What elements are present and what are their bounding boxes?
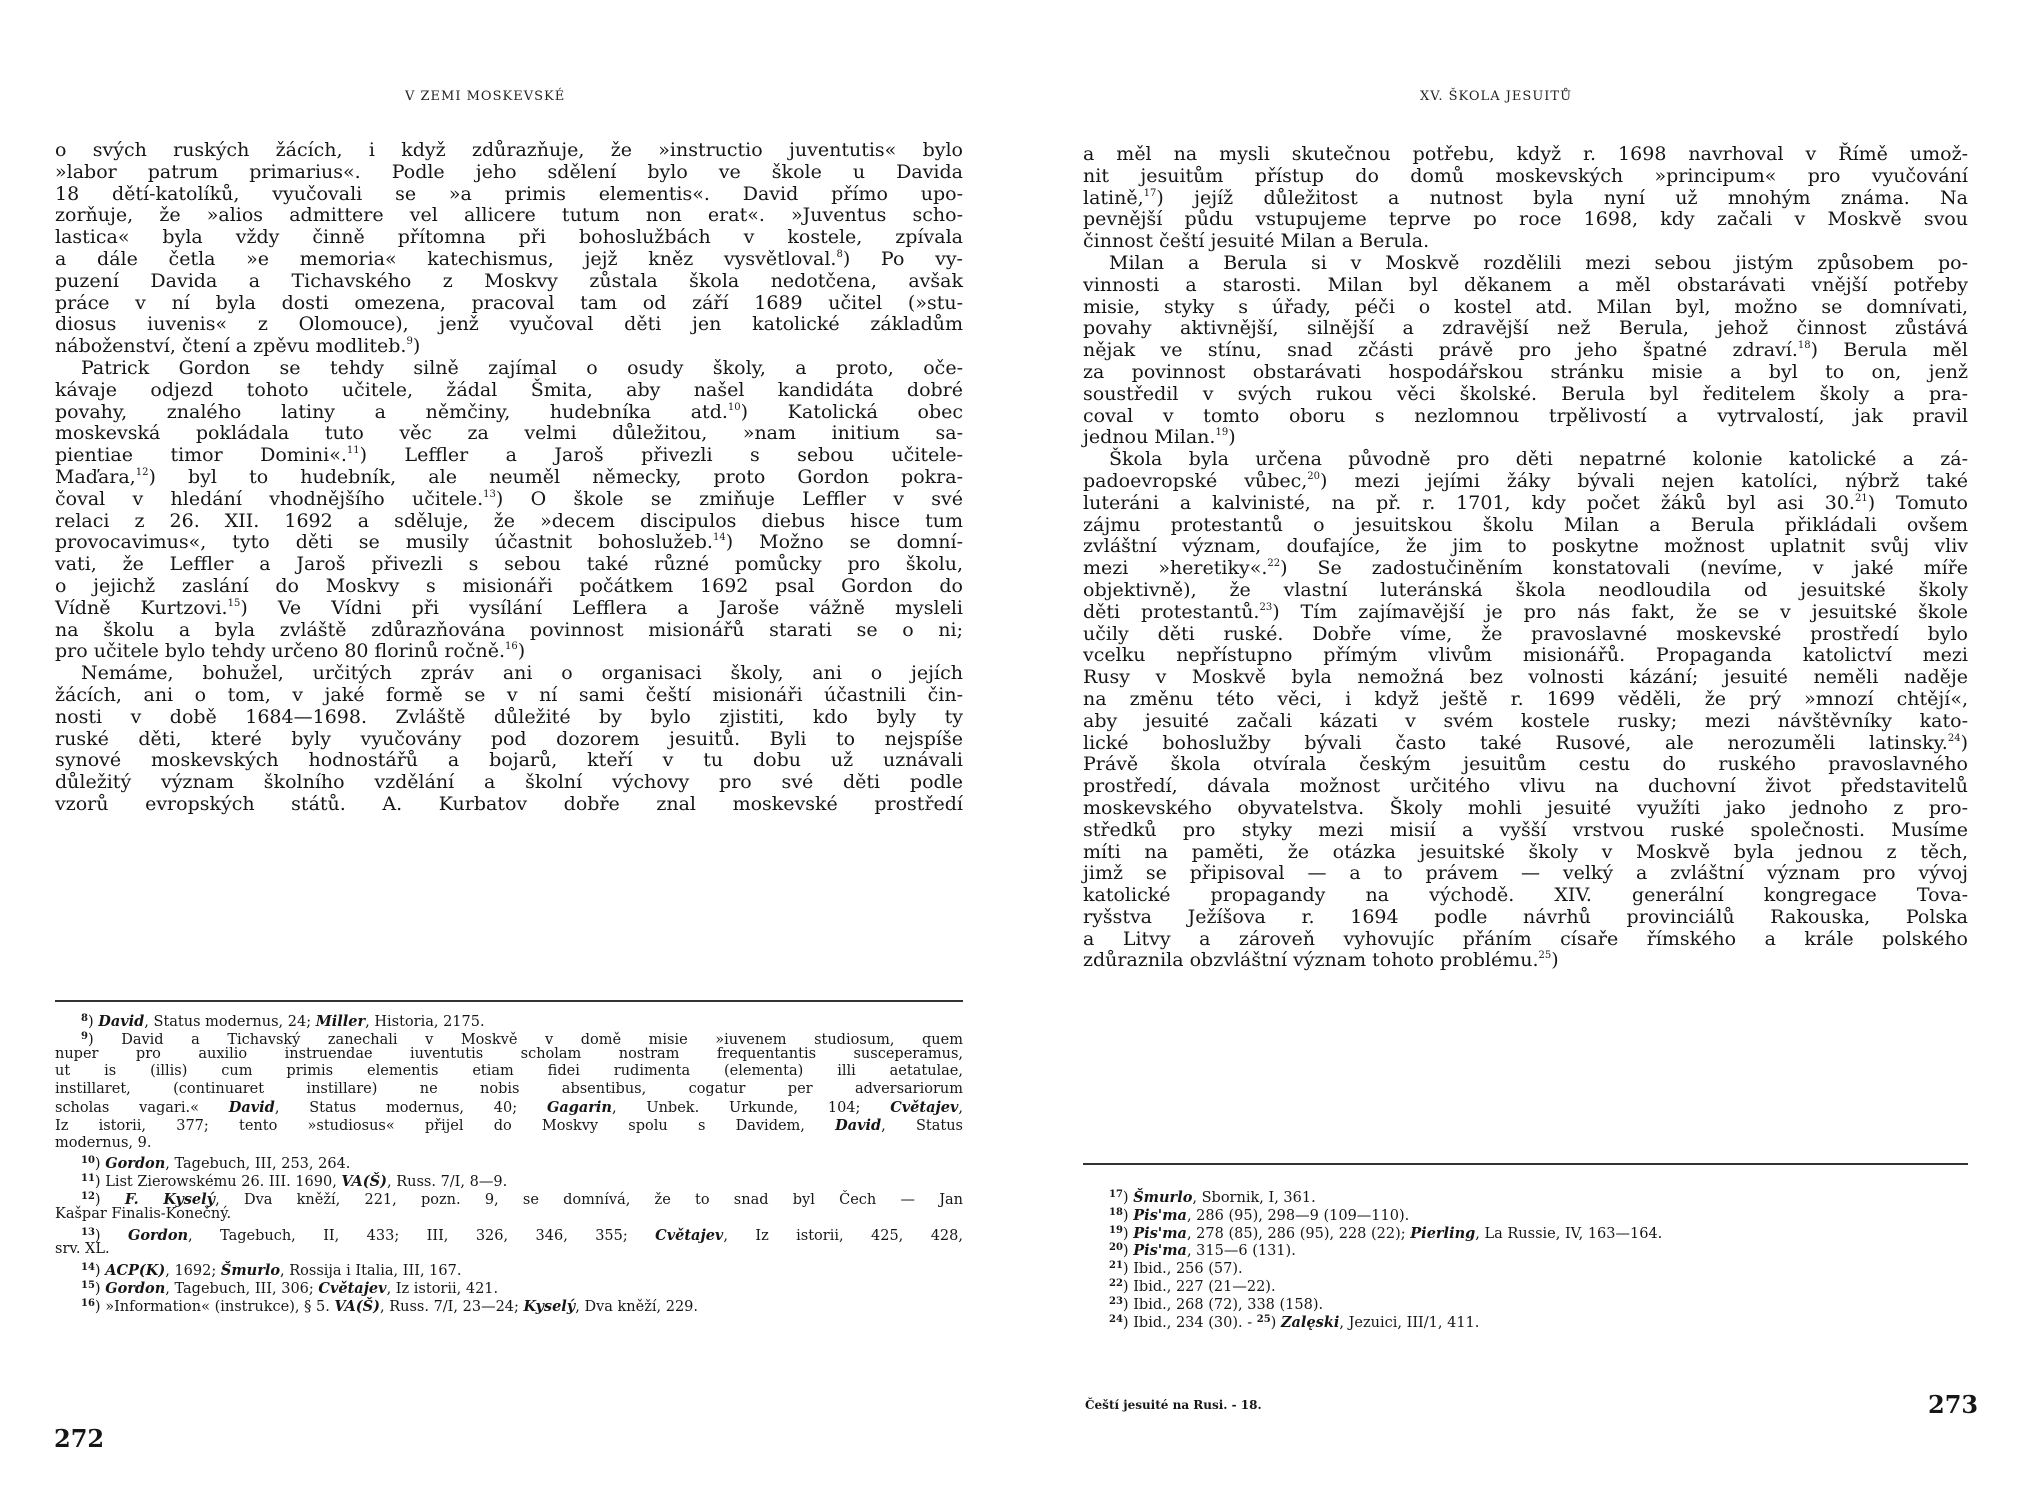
footnote-line: $^{15}$) Gordon, Tagebuch, III, 306; Cvětajev, Iz istorii, 421. <box>81 1279 499 1297</box>
text-line <box>1083 536 1968 558</box>
text-line <box>1083 580 1968 602</box>
footnote-line: $^{22}$) Ibid., 227 (21—22). <box>1109 1277 1276 1295</box>
citation-author: Kyselý <box>523 1297 576 1315</box>
text-line <box>55 162 963 184</box>
line-text: soustředil v svých rukou věci školské. Berula byl ředitelem školy a pra- <box>1083 382 1968 405</box>
footnote-number: 16 <box>81 1297 95 1309</box>
text-line <box>55 620 963 642</box>
footnote-number: 14 <box>81 1262 95 1274</box>
footnote-line: $^{18}$) Pis'ma, 286 (95), 298—9 (109—110). <box>1109 1206 1410 1224</box>
line-text: žácích, ani o tom, v jaké formě se v ní sami čeští misionáři účastnili čin- <box>55 683 963 706</box>
citation-author: Zalęski <box>1280 1313 1340 1331</box>
line-text: Patrick Gordon se tehdy silně zajímal o osudy školy, a proto, oče- <box>81 356 963 379</box>
line-text: o jejichž zaslání do Moskvy s misionáři počátkem 1692 psal Gordon do <box>55 574 963 597</box>
footnote-line: $^{24}$) Ibid., 234 (30). - $^{25}$) Zalęski, Jezuici, III/1, 411. <box>1109 1313 1480 1331</box>
text-line: padoevropské vůbec,$^{20}$) mezi jejími žáky bývali nejen katolíci, nýbrž také <box>1083 469 1968 492</box>
line-text: moskevská pokládala tuto věc za velmi důležitou, »nam initium sa- <box>55 422 963 445</box>
text-line <box>1083 645 1968 667</box>
footnote-ref[interactable]: 18 <box>1797 340 1811 352</box>
text-line <box>55 423 963 445</box>
text-line <box>55 314 963 336</box>
line-text: synové moskevských hodnostářů a bojarů, kteří v tu dobu už uznávali <box>55 749 963 772</box>
citation-author: Pis'ma <box>1133 1242 1187 1260</box>
line-text: pevnější půdu vstupujeme teprve po roce 1698, kdy začali v Moskvě svou <box>1083 208 1968 231</box>
text-line <box>55 140 963 162</box>
footnote-ref[interactable]: 21 <box>1854 492 1868 504</box>
text-line <box>55 707 963 729</box>
line-text: diosus iuvenis« z Olomouce), jenž vyučoval děti jen katolické základům <box>55 313 963 336</box>
line-text: a měl na mysli skutečnou potřebu, když r. 1698 navrhoval v Římě umož- <box>1083 143 1968 165</box>
footnote-line: $^{12}$) F. Kyselý, Dva kněží, 221, pozn. 9, se domnívá, že to snad byl Čech — Jan <box>81 1190 963 1208</box>
text-line <box>55 685 963 707</box>
footnote-number: 24 <box>1109 1313 1123 1325</box>
footnote-ref[interactable]: 8 <box>836 248 843 260</box>
line-text: lické bohoslužby bývali často také Rusové, ale nerozuměli latinsky. <box>1083 731 1948 754</box>
footnote-number: 18 <box>1109 1206 1123 1218</box>
line-text: Vídně Kurtzovi. <box>55 596 228 619</box>
footnote-number: 19 <box>1109 1224 1123 1236</box>
footnote-ref[interactable]: 14 <box>712 532 726 544</box>
footnote-number: 20 <box>1109 1242 1123 1254</box>
text-line <box>1083 144 1968 166</box>
text-line <box>1083 842 1968 864</box>
text-line <box>1083 929 1968 951</box>
text-line <box>1083 253 1968 275</box>
text-line <box>55 511 963 533</box>
text-line <box>55 750 963 772</box>
line-text: 18 dětí-katolíků, vyučovali se »a primis elementis«. David přímo upo- <box>55 182 963 205</box>
citation-author: Gordon <box>105 1155 166 1173</box>
text-line: luteráni a kalvinisté, na př. r. 1701, kdy počet žáků byl asi 30.21) Tomuto <box>1083 491 1968 514</box>
footnote-line: ut is (illis) cum primis elementis etiam fidei rudimenta (elementa) illi aetatulae, <box>55 1063 963 1080</box>
citation-author: Cvětajev <box>318 1279 387 1297</box>
text-line <box>1083 798 1968 820</box>
footnote-line: Kašpar Finalis-Konečný. <box>55 1205 232 1222</box>
text-line <box>1083 231 1968 253</box>
body-text <box>1083 144 1968 972</box>
citation-author: Šmurlo <box>1133 1189 1193 1206</box>
text-line <box>1083 362 1968 384</box>
footnote-number: 13 <box>81 1226 95 1238</box>
footnote-ref[interactable]: 10 <box>727 401 741 413</box>
text-line <box>55 380 963 402</box>
body-text <box>55 140 963 816</box>
line-text: provocavimus«, tyto děti se musily účastnit bohoslužeb. <box>55 531 713 554</box>
line-text: děti protestantů. <box>1083 600 1260 623</box>
line-text: a dále četla »e memoria« katechismus, jejž kněz vysvětloval. <box>55 247 837 270</box>
footnote-number: 11 <box>81 1173 95 1185</box>
footnote-ref[interactable]: 24 <box>1947 732 1961 744</box>
footnote-line: $^{16}$) »Information« (instrukce), § 5. VA(Š), Russ. 7/I, 23—24; Kyselý, Dva kněží, 229. <box>81 1297 699 1315</box>
citation-author: Cvětajev <box>655 1226 724 1244</box>
citation-author: ACP(K) <box>105 1262 166 1280</box>
line-text: Právě škola otvírala českým jesuitům cestu do ruského pravoslavného <box>1083 753 1968 776</box>
text-line <box>55 184 963 206</box>
line-text: ryšstva Ježíšova r. 1694 podle návrhů provinciálů Rakouska, Polska <box>1083 905 1968 928</box>
citation-author: VA(Š) <box>334 1297 380 1315</box>
line-text: relaci z 26. XII. 1692 a sděluje, že »decem discipulos diebus hisce tum <box>55 509 963 532</box>
line-text: zájmu protestantů o jesuitskou školu Milan a Berula přikládali ovšem <box>1083 513 1968 536</box>
text-line <box>1083 209 1968 231</box>
text-line <box>1083 754 1968 776</box>
text-line <box>1083 711 1968 733</box>
line-text: kávaje odjezd tohoto učitele, žádal Šmita, aby našel kandidáta dobré <box>55 378 963 401</box>
text-line: pientiae timor Domini«.$^{11}$) Leffler a Jaroš přivezli s sebou učitele- <box>55 444 963 467</box>
footnote-ref[interactable]: 16 <box>505 641 518 653</box>
footnote-line: $^9$) David a Tichavský zanechali v Moskvě v domě misie »iuvenem studiosum, quem <box>81 1030 963 1048</box>
line-text: náboženství, čtení a zpěvu modliteb. <box>55 335 407 358</box>
text-line <box>1083 863 1968 885</box>
printer-signature: Čeští jesuité na Rusi. - 18. <box>1085 1398 1262 1412</box>
text-line: provocavimus«, tyto děti se musily účastnit bohoslužeb.$^{14}$) Možno se domní- <box>55 531 963 554</box>
text-line <box>1083 820 1968 842</box>
footnote-number: 9 <box>81 1030 88 1042</box>
footnote-line: srv. XL. <box>55 1241 110 1258</box>
line-text: zdůraznila obzvláštní význam tohoto problému. <box>1083 949 1539 972</box>
text-line <box>1083 624 1968 646</box>
text-line: lické bohoslužby bývali často také Rusové, ale nerozuměli latinsky.$^{24}$) <box>1083 731 1968 754</box>
line-text: nějak ve stínu, snad zčásti právě pro jeho špatné zdraví. <box>1083 339 1798 362</box>
line-text: objektivně), že vlastní luteránská škola neodloudila od jesuitské školy <box>1083 578 1968 601</box>
text-line: povahy, znalého latiny a němčiny, hudebníka atd.$^{10}$) Katolická obec <box>55 400 964 423</box>
text-line <box>1083 689 1968 711</box>
citation-author: Gordon <box>127 1226 189 1244</box>
line-text: vati, že Leffler a Jaroš přivezli s sebou také různé pomůcky pro školu, <box>55 553 963 576</box>
line-text: pro učitele bylo tehdy určeno 80 florinů ročně. <box>55 640 506 663</box>
line-text: zvláštní význam, doufajíce, že jim to poskytne možnost uplatnit svůj vliv <box>1083 535 1968 558</box>
line-text: katolické propagandy na východě. XIV. generální kongregace Tova- <box>1083 884 1968 907</box>
footnote-line: $^8$) David, Status modernus, 24; Miller, Historia, 2175. <box>81 1013 485 1030</box>
footnote-line: $^{21}$) Ibid., 256 (57). <box>1109 1260 1243 1278</box>
footnote-rule <box>1083 1163 1968 1165</box>
citation-author: VA(Š) <box>341 1173 387 1191</box>
footnote-ref[interactable]: 9 <box>406 336 413 348</box>
text-line <box>1083 275 1968 297</box>
text-line <box>1083 166 1968 188</box>
line-text: Milan a Berula si v Moskvě rozdělili mezi sebou jistým způsobem po- <box>1109 251 1968 274</box>
page-number: 273 <box>1928 1390 1979 1419</box>
line-text: luteráni a kalvinisté, na př. r. 1701, kdy počet žáků byl asi 30. <box>1083 491 1855 514</box>
line-text: o svých ruských žácích, i když zdůrazňuje, že »instructio juventutis« bylo <box>55 139 963 161</box>
line-text: Rusy v Moskvě byla nemožná bez volnosti kázání; jesuité neměli naděje <box>1083 666 1968 689</box>
text-line: Vídně Kurtzovi.$^{15}$) Ve Vídni při vysílání Lefflera a Jaroše vážně mysleli <box>55 596 963 619</box>
text-line <box>55 663 963 685</box>
citation-author: Cvětajev <box>890 1098 959 1116</box>
text-line: děti protestantů.$^{23}$) Tím zajímavější je pro nás fakt, že se v jesuitské škole <box>1083 600 1968 623</box>
footnote-number: 22 <box>1109 1277 1123 1289</box>
line-text: latině, <box>1083 186 1144 209</box>
line-text: na školu a byla zvláště zdůrazňována povinnost misionářů starati se o ni; <box>55 618 963 641</box>
footnote-ref[interactable]: 13 <box>483 488 496 500</box>
citation-author: Pis'ma <box>1133 1224 1187 1242</box>
line-text: na změnu této věci, i když ještě r. 1699 věděli, že prý »mnozí chtějí«, <box>1083 687 1968 710</box>
line-text: Škola byla určena původně pro děti nepatrné kolonie katolické a zá- <box>1109 448 1968 471</box>
footnote-line: modernus, 9. <box>55 1134 152 1151</box>
line-text: a Litvy a zároveň vyhovujíc přáním císaře římského a krále polského <box>1083 927 1968 950</box>
citation-author: David <box>835 1116 882 1134</box>
text-line: mezi »heretiky«.$^{22}$) Se zadostučiněním konstatovali (nevíme, v jaké míře <box>1083 557 1968 580</box>
text-line <box>55 554 963 576</box>
text-line <box>1083 384 1968 406</box>
footnotes <box>55 1010 963 1313</box>
text-line: nějak ve stínu, snad zčásti právě pro jeho špatné zdraví.$^{18}$) Berula měl <box>1083 339 1969 362</box>
line-text: středků pro styky mezi misií a vyšší vrstvou ruské společnosti. Musíme <box>1083 818 1968 841</box>
line-text: mezi »heretiky«. <box>1083 557 1268 580</box>
line-text: nosti v době 1684—1698. Zvláště důležité by bylo zjistiti, kdo byly ty <box>55 705 963 728</box>
footnote-line: $^{14}$) ACP(K), 1692; Šmurlo, Rossija i Italia, III, 167. <box>81 1262 462 1280</box>
citation-author: Gordon <box>105 1279 166 1297</box>
running-head: XV. ŠKOLA JESUITŮ <box>1420 89 1573 104</box>
footnote-ref[interactable]: 23 <box>1259 601 1273 613</box>
footnote-line: instillaret, (continuaret instillare) ne nobis absentibus, cogatur per adversariorum <box>55 1081 963 1098</box>
text-line <box>55 293 963 315</box>
text-line <box>55 358 963 380</box>
line-text: pientiae timor Domini«. <box>55 444 347 467</box>
footnote-number: 15 <box>81 1279 95 1291</box>
footnote-number: 25 <box>1256 1313 1271 1325</box>
citation-author: Pis'ma <box>1133 1206 1187 1224</box>
line-text: důležitý význam školního vzdělání a školní výchovy pro své děti podle <box>55 771 963 794</box>
line-text: zorňuje, že »alios admittere vel allicere tutum non erat«. »Juventus scho- <box>55 204 963 227</box>
footnote-line: $^{20}$) Pis'ma, 315—6 (131). <box>1109 1242 1296 1260</box>
footnote-number: 21 <box>1109 1260 1123 1272</box>
text-line <box>55 576 963 598</box>
footnote-line: $^{23}$) Ibid., 268 (72), 338 (158). <box>1109 1295 1324 1313</box>
line-text: coval v tomto oboru s nezlomnou trpělivostí a vytrvalostí, jak pravil <box>1083 404 1968 427</box>
text-line <box>55 772 963 794</box>
text-line <box>1083 449 1968 471</box>
line-text: »labor patrum primarius«. Podle jeho sdělení bylo ve škole u Davida <box>55 160 963 183</box>
footnote-number: 17 <box>1109 1189 1123 1200</box>
citation-author: David <box>98 1013 145 1030</box>
line-text: vcelku nepřístupno přímým vlivům misionářů. Propaganda katolictví mezi <box>1083 644 1968 667</box>
text-line <box>55 227 963 249</box>
line-text: činnost čeští jesuité Milan a Berula. <box>1083 230 1430 253</box>
text-line <box>1083 406 1968 428</box>
footnote-ref[interactable]: 22 <box>1267 558 1281 570</box>
footnote-line: $^{11}$) List Zierowskému 26. III. 1690, VA(Š), Russ. 7/I, 8—9. <box>81 1173 508 1191</box>
line-text: za povinnost obstarávati hospodářskou stránku misie a byl to on, jenž <box>1083 360 1968 383</box>
footnote-line: $^{17}$) Šmurlo, Sbornik, I, 361. <box>1109 1189 1316 1206</box>
line-text: ruské děti, které byly vyučovány pod dozorem jesuitů. Byli to nejspíše <box>55 727 963 750</box>
footnote-ref[interactable]: 19 <box>1215 427 1229 439</box>
line-text: vzorů evropských států. A. Kurbatov dobře znal moskevské prostředí <box>55 792 963 815</box>
line-text: povahy, znalého latiny a němčiny, hudebníka atd. <box>55 400 728 423</box>
line-text: jednou Milan. <box>1083 426 1216 449</box>
footnote-number: 12 <box>81 1190 95 1202</box>
line-text: vinnosti a starosti. Milan byl děkanem a měl obstarávati vnější potřeby <box>1083 273 1968 296</box>
citation-author: Miller <box>315 1013 366 1030</box>
footnote-line: scholas vagari.« David, Status modernus, 40; Gagarin, Unbek. Urkunde, 104; Cvětajev, <box>55 1098 964 1116</box>
text-line: latině,$^{17}$) jejíž důležitost a nutnost byla nyní už mnohým známa. Na <box>1083 186 1968 209</box>
line-text: moskevského obyvatelstva. Školy mohli jesuité využíti jako jednoho z pro- <box>1083 796 1968 819</box>
running-head: V ZEMI MOSKEVSKÉ <box>405 89 566 104</box>
text-line <box>1083 907 1968 929</box>
footnote-ref[interactable]: 17 <box>1143 187 1157 199</box>
text-line: zdůraznila obzvláštní význam tohoto problému.$^{25}$) <box>1083 949 1559 972</box>
citation-author: David <box>228 1098 275 1116</box>
text-line: čoval v hledání vhodnějšího učitele.$^{13}$) O škole se zmiňuje Leffler v své <box>55 487 963 510</box>
citation-author: Pierling <box>1410 1224 1476 1242</box>
text-line <box>55 729 963 751</box>
text-line <box>1083 667 1968 689</box>
footnote-number: 10 <box>81 1155 95 1167</box>
line-text: učily děti ruské. Dobře víme, že pravoslavné moskevské prostředí bylo <box>1083 622 1968 645</box>
footnote-line: $^{19}$) Pis'ma, 278 (85), 286 (95), 228 (22); Pierling, La Russie, IV, 163—164. <box>1109 1224 1663 1242</box>
line-text: lastica« byla vždy činně přítomna při bohoslužbách v kostele, zpívala <box>55 226 963 249</box>
text-line <box>1083 776 1968 798</box>
footnote-ref[interactable]: 20 <box>1307 470 1321 482</box>
footnote-line: nuper pro auxilio instruendae iuventutis scholam nostram frequentantis susceperamus, <box>55 1045 963 1062</box>
footnote-ref[interactable]: 25 <box>1538 950 1552 962</box>
text-line <box>1083 318 1968 340</box>
footnote-ref[interactable]: 15 <box>227 597 241 609</box>
text-line <box>55 205 963 227</box>
footnote-number: 23 <box>1109 1295 1123 1307</box>
text-line: Maďara,$^{12}$) byl to hudebník, ale neuměl německy, proto Gordon pokra- <box>55 465 963 488</box>
page-number: 272 <box>54 1424 105 1453</box>
line-text: puzení Davida a Tichavského z Moskvy zůstala škola nedotčena, avšak <box>55 269 963 292</box>
text-line <box>55 794 963 816</box>
text-line <box>1083 885 1968 907</box>
right-page <box>1017 0 2034 1500</box>
citation-author: Gagarin <box>546 1098 612 1116</box>
footnote-line: $^{10}$) Gordon, Tagebuch, III, 253, 264. <box>81 1155 351 1173</box>
text-line <box>1083 297 1968 319</box>
line-text: misie, styky s úřady, péči o kostel atd. Milan byl, možno se domnívati, <box>1083 295 1968 318</box>
footnote-line: $^{13}$) Gordon, Tagebuch, II, 433; III, 326, 346, 355; Cvětajev, Iz istorii, 425, 428, <box>81 1226 963 1244</box>
footnote-ref[interactable]: 12 <box>135 466 149 478</box>
line-text: povahy aktivnější, silnější a zdravější než Berula, jehož činnost zůstává <box>1083 317 1968 340</box>
line-text: aby jesuité začali kázati v svém kostele rusky; mezi návštěvníky kato- <box>1083 709 1968 732</box>
line-text: jimž se připisoval — a to právem — velký a zvláštní význam pro vývoj <box>1083 862 1968 885</box>
line-text: Maďara, <box>55 465 136 488</box>
citation-author: Šmurlo <box>220 1262 281 1280</box>
text-line: a dále četla »e memoria« katechismus, jejž kněz vysvětloval.$^8$) Po vy- <box>55 247 963 270</box>
line-text: prostředí, dávala možnost určitého vlivu na duchovní život představitelů <box>1083 775 1968 798</box>
footnote-number: 8 <box>81 1013 88 1024</box>
citation-author: F. Kyselý <box>124 1190 216 1208</box>
text-line: jednou Milan.$^{19}$) <box>1083 426 1236 449</box>
line-text: míti na paměti, že otázka jesuitské školy v Moskvě byla jednou z těch, <box>1083 840 1968 863</box>
line-text: padoevropské vůbec, <box>1083 469 1308 492</box>
line-text: Nemáme, bohužel, určitých zpráv ani o organisaci školy, ani o jejích <box>81 662 963 685</box>
line-text: práce v ní byla dosti omezena, pracoval tam od září 1689 učitel (»stu- <box>55 291 963 314</box>
text-line <box>1083 515 1968 537</box>
footnote-rule <box>55 1000 963 1002</box>
line-text: čoval v hledání vhodnějšího učitele. <box>55 487 484 510</box>
text-line: náboženství, čtení a zpěvu modliteb.$^9$) <box>55 335 421 358</box>
footnote-line: Iz istorii, 377; tento »studiosus« přijel do Moskvy spolu s Davidem, David, Status <box>55 1116 963 1134</box>
footnotes <box>1083 1186 1968 1331</box>
line-text: nit jesuitům přístup do domů moskevských »principum« pro vyučování <box>1083 164 1968 187</box>
footnote-ref[interactable]: 11 <box>346 445 360 457</box>
text-line: pro učitele bylo tehdy určeno 80 florinů ročně.$^{16}$) <box>55 640 526 663</box>
text-line <box>55 271 963 293</box>
